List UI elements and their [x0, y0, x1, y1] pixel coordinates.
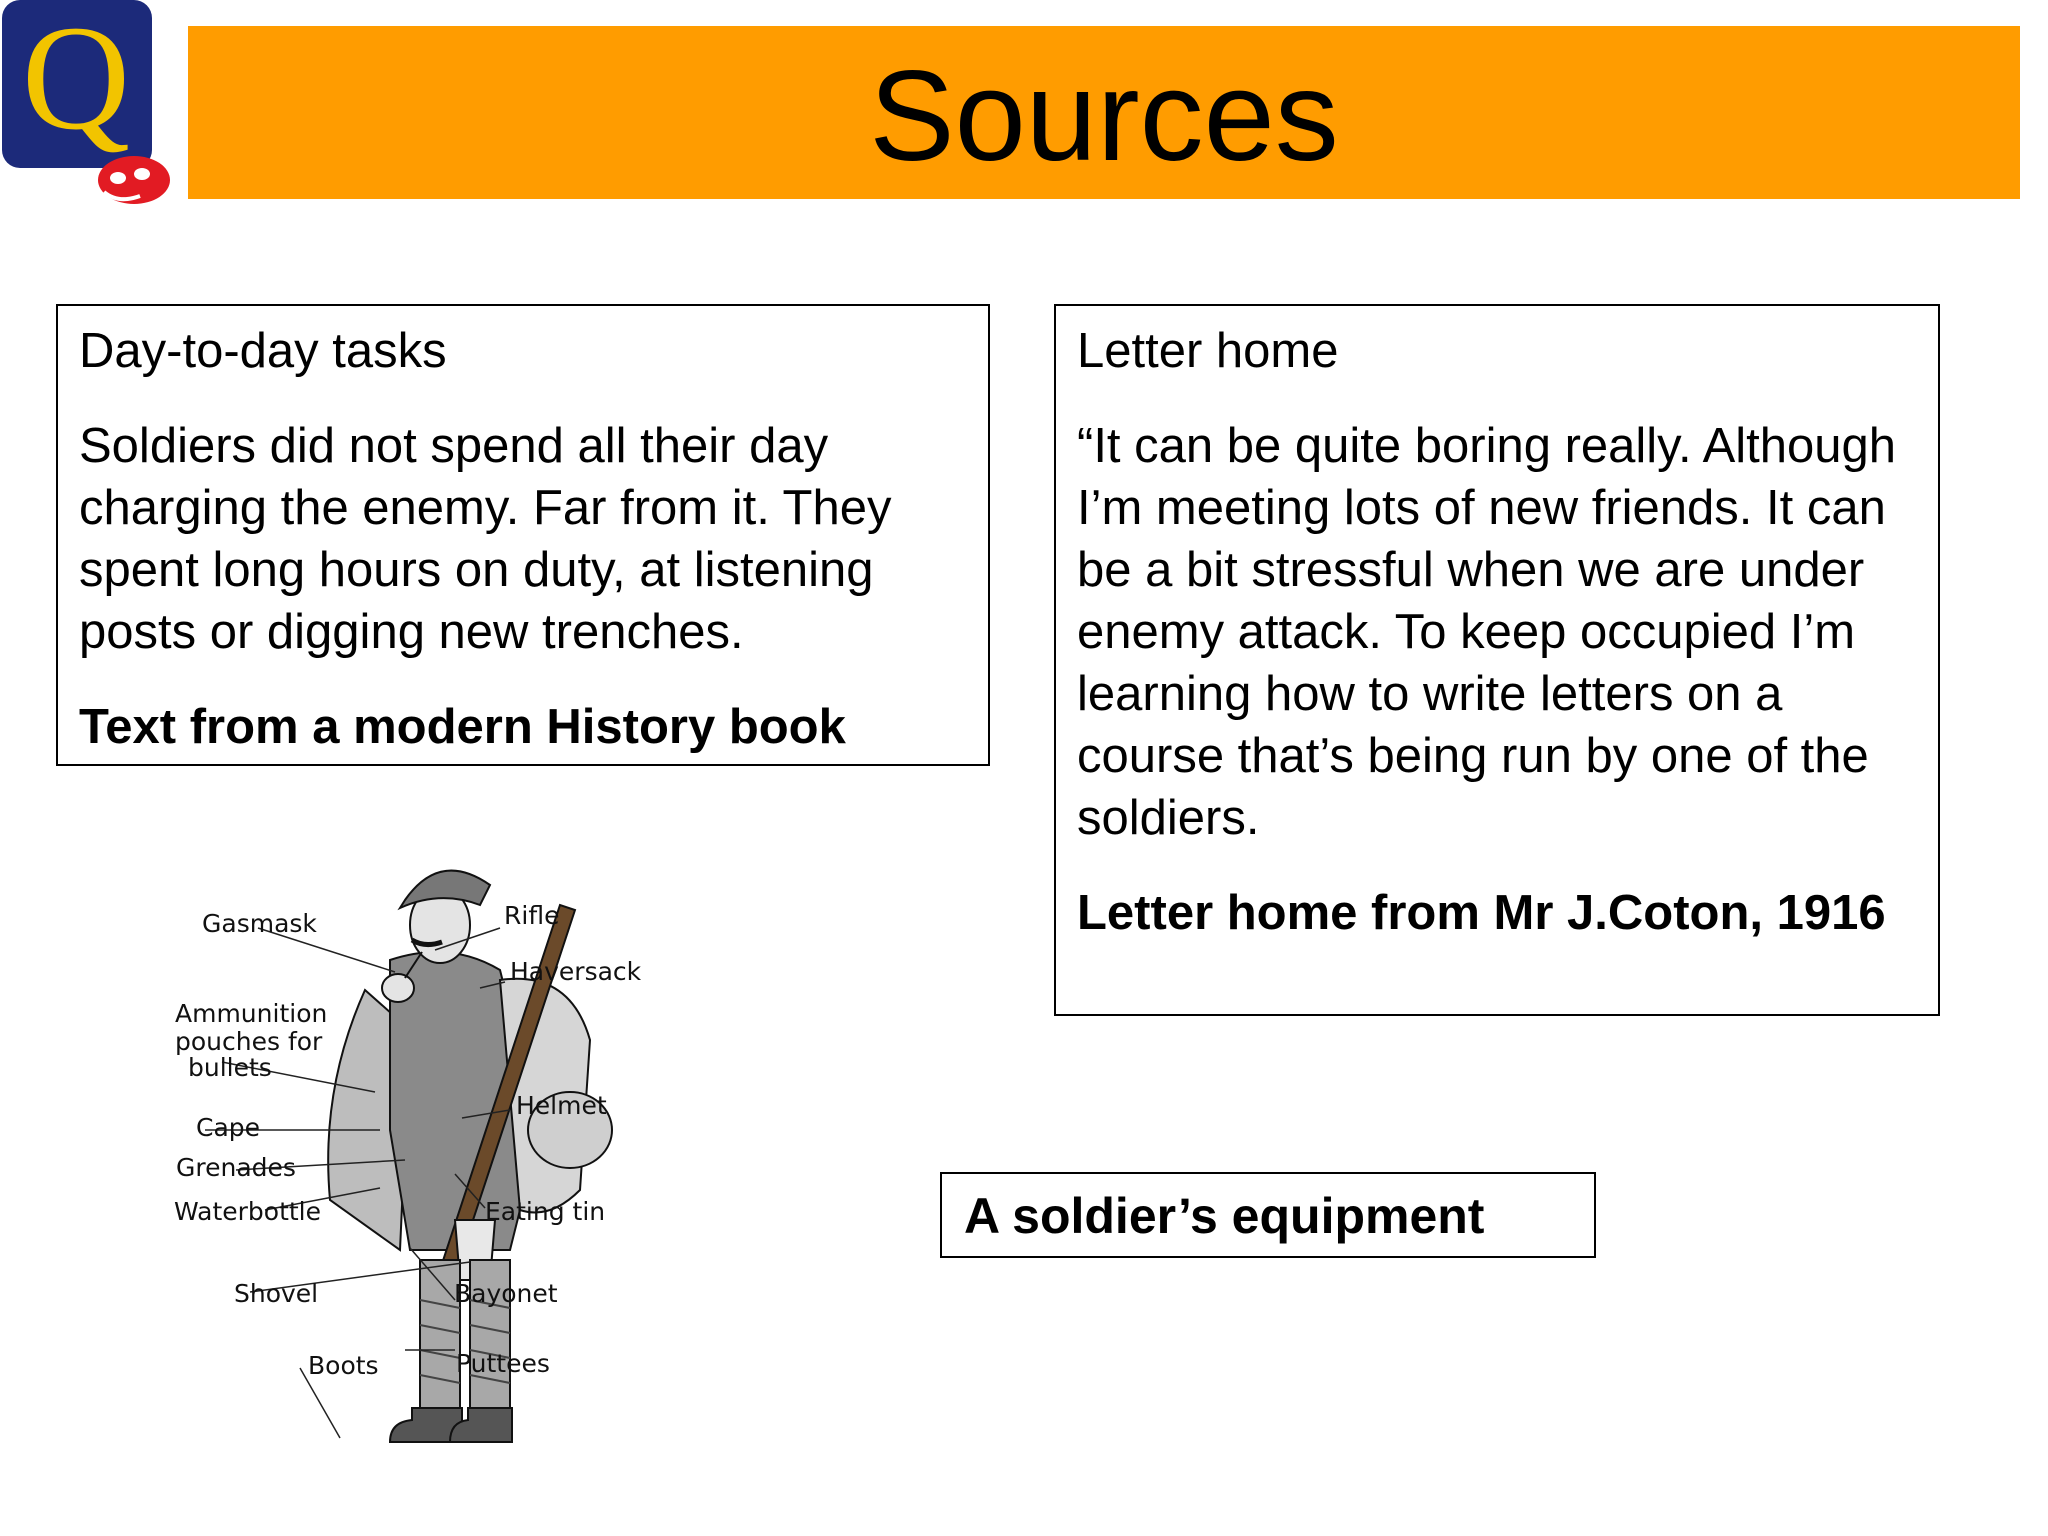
label-boots: Boots: [308, 1351, 379, 1380]
label-puttees: Puttees: [456, 1349, 550, 1378]
title-bar: [188, 26, 2020, 199]
q-logo: [0, 0, 172, 210]
label-haversack: Haversack: [510, 957, 642, 986]
label-waterbottle: Waterbottle: [174, 1197, 321, 1226]
logo-letter: Q: [21, 0, 131, 161]
label-helmet: Helmet: [516, 1091, 607, 1120]
label-ammunition-1: Ammunition: [175, 999, 328, 1028]
illustration-caption: A soldier’s equipment: [940, 1172, 1596, 1258]
source-a-body: Soldiers did not spend all their day charging the enemy. Far from it. They spent long hours on duty, at listening posts or digging new trenches.: [79, 419, 892, 659]
label-cape: Cape: [196, 1113, 261, 1142]
label-grenades: Grenades: [176, 1153, 296, 1182]
source-b-attribution: Letter home from Mr J.Coton, 1916: [1077, 886, 1886, 940]
source-box-textbook: [56, 304, 990, 766]
soldier-illustration: [150, 830, 830, 1510]
source-box-letter: [1054, 304, 1940, 1016]
label-eating-tin: Eating tin: [485, 1197, 606, 1226]
label-bayonet: Bayonet: [454, 1279, 558, 1308]
label-rifle: Rifle: [504, 901, 560, 930]
label-gasmask: Gasmask: [202, 909, 317, 938]
source-a-heading: Day-to-day tasks: [79, 324, 447, 378]
label-ammunition-3: bullets: [188, 1053, 272, 1082]
label-shovel: Shovel: [234, 1279, 319, 1308]
source-b-body: “It can be quite boring really. Although I’m meeting lots of new friends. It can be a bit stressful when we are under enemy attack. To keep occupied I’m learning how to write letters on a course that’s being run by one of the soldiers.: [1077, 419, 1897, 845]
source-a-attribution: Text from a modern History book: [79, 700, 846, 754]
label-ammunition-2: pouches for: [175, 1027, 323, 1056]
source-b-heading: Letter home: [1077, 324, 1339, 378]
page-title: Sources: [869, 44, 1339, 188]
